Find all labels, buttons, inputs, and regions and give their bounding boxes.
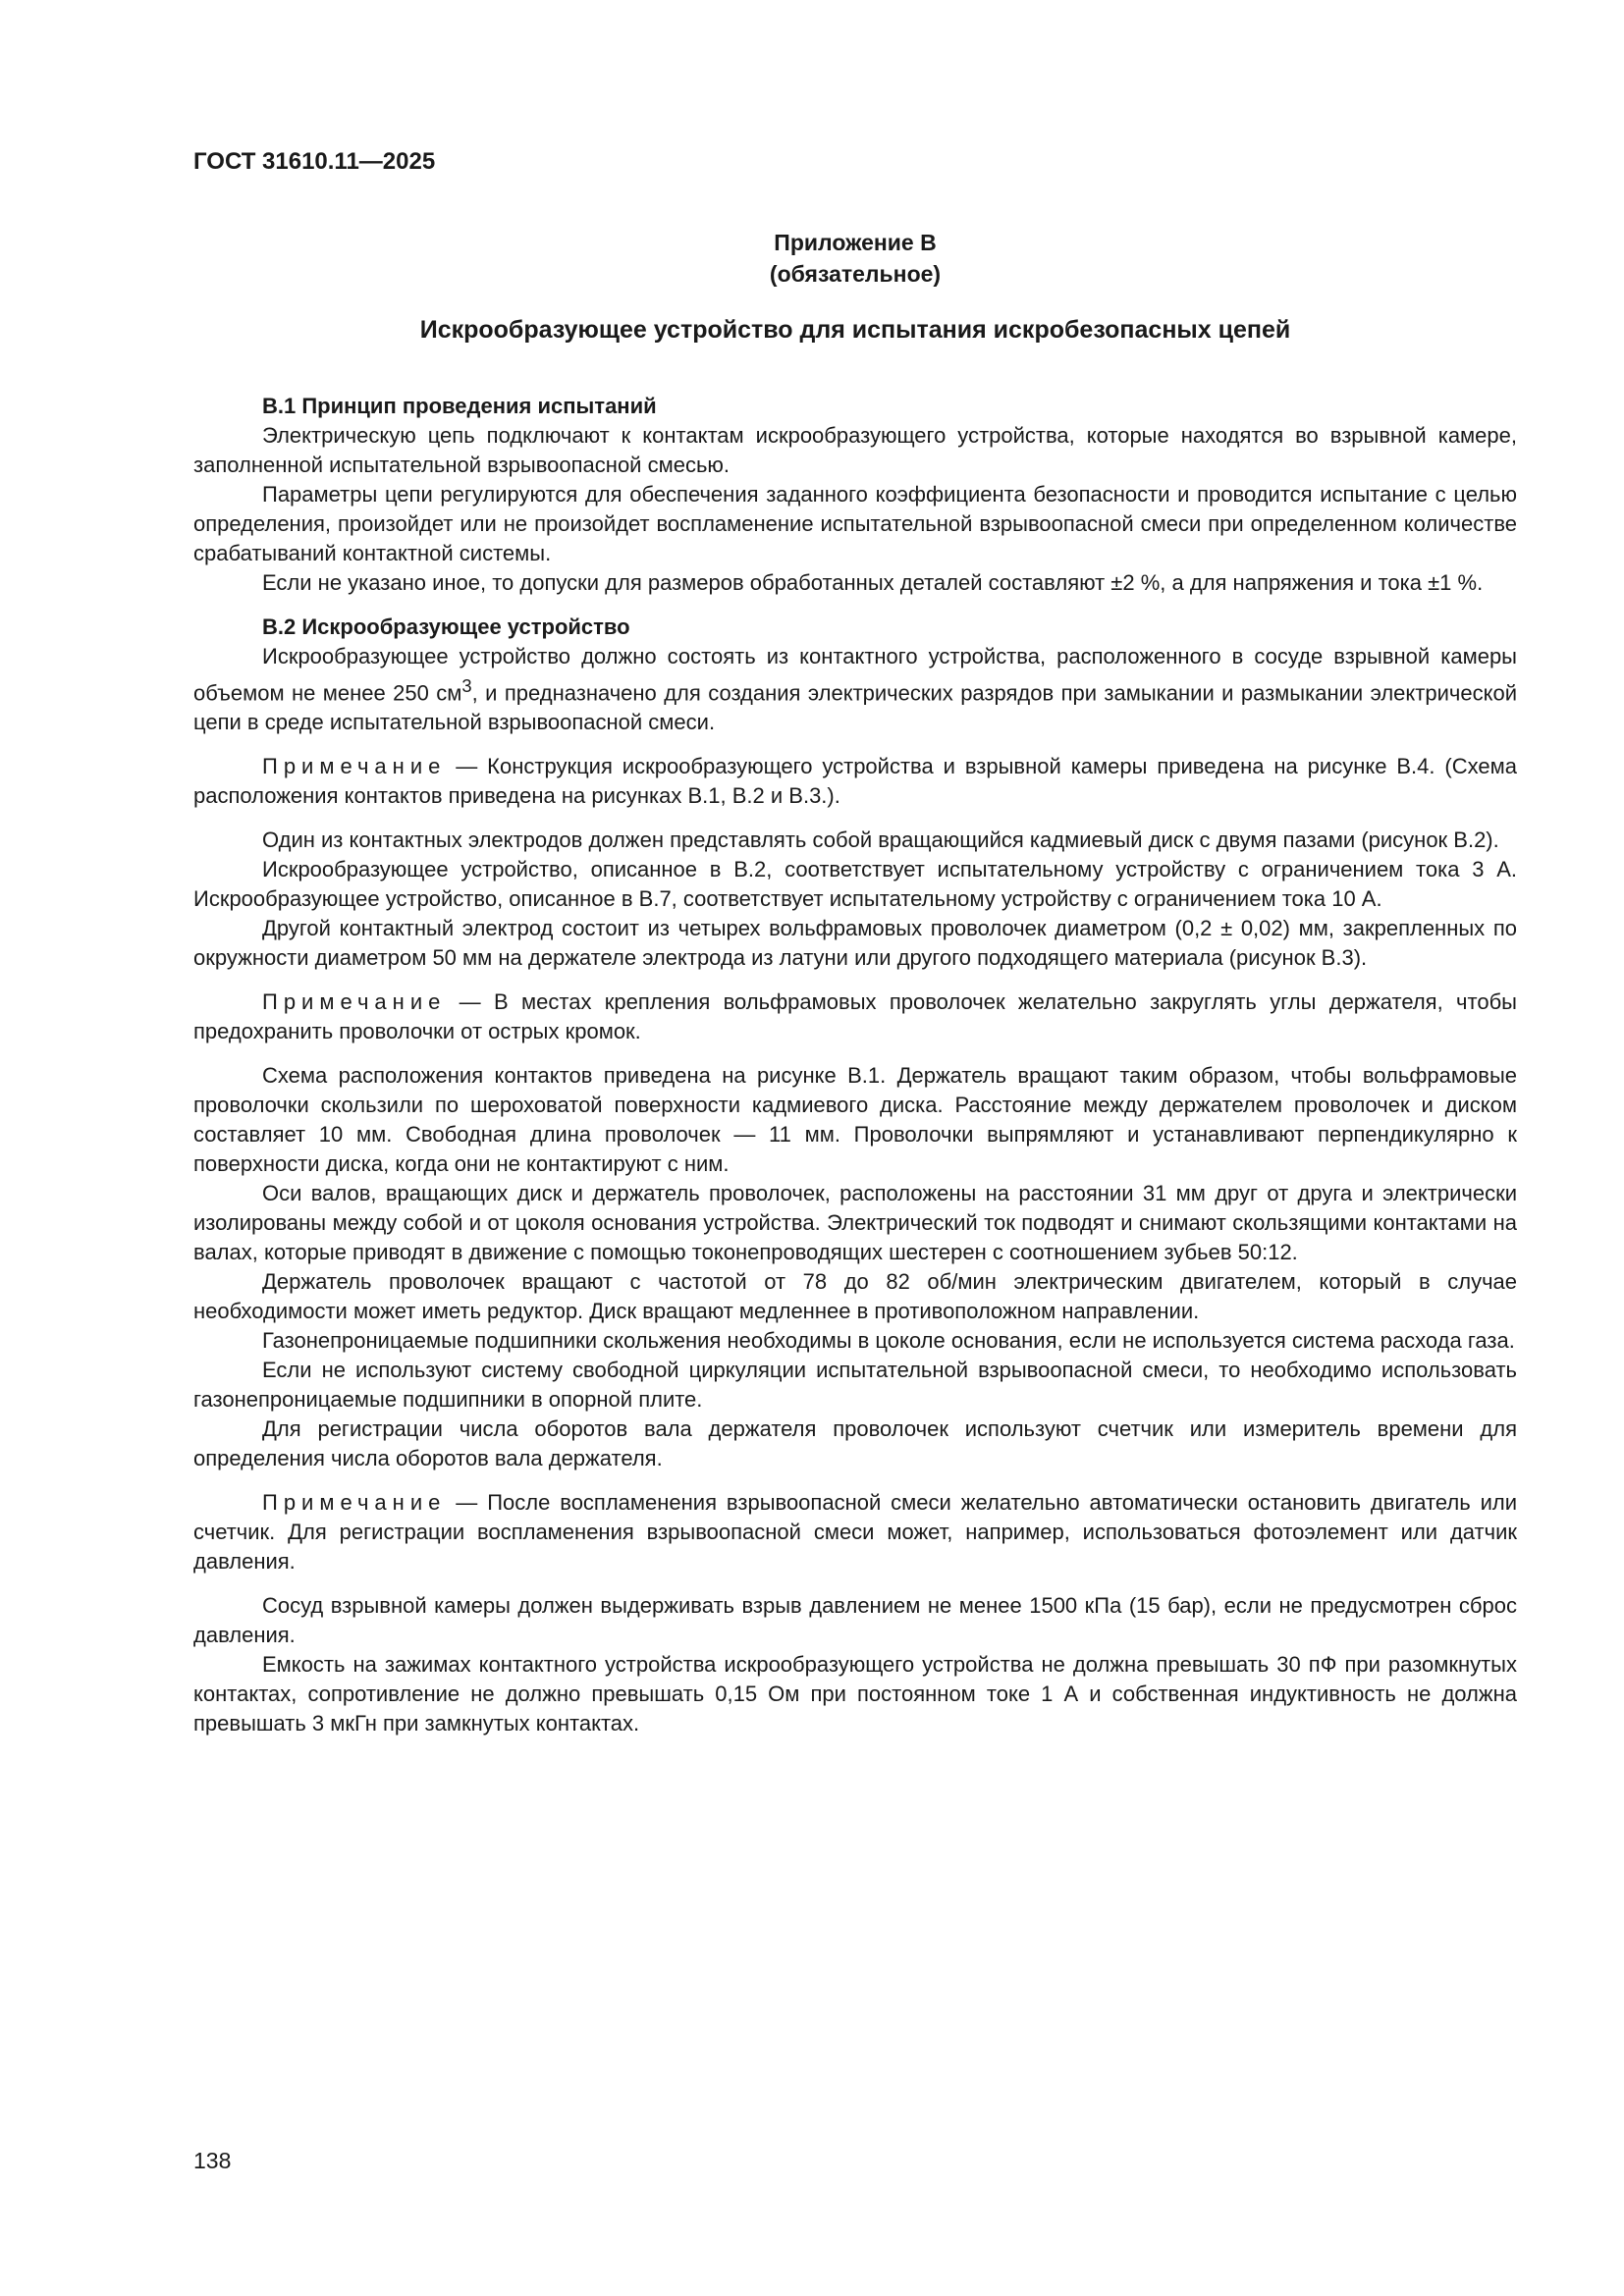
annex-title: Искрообразующее устройство для испытания искробезопасных цепей: [419, 316, 1291, 344]
note: [193, 752, 1517, 811]
section-heading-b2: В.2 Искрообразующее устройство: [262, 614, 630, 639]
note: [193, 1488, 1517, 1576]
paragraph: Оси валов, вращающих диск и держатель проволочек, расположены на расстоянии 31 мм друг от друга и электрически изолированы между собой и от цоколя основания устройства. Электрический ток подводят и снимают скользящими контактами на валах, которые приводят в движение с помощью токонепроводящих шестерен с соотношением зубьев 50:12.: [193, 1181, 1517, 1265]
superscript: 3: [461, 675, 472, 696]
paragraph: Сосуд взрывной камеры должен выдерживать взрыв давлением не менее 1500 кПа (15 бар), если не предусмотрен сброс давления.: [193, 1593, 1517, 1648]
note-label: Примечание: [262, 754, 447, 779]
document-code: ГОСТ 31610.11—2025: [193, 148, 436, 175]
note-label: Примечание: [262, 989, 447, 1015]
note-text: — Конструкция искрообразующего устройства и взрывной камеры приведена на рисунке В.4. (Схема расположения контактов приведена на рисунках В.1, В.2 и В.3.).: [193, 754, 1517, 809]
paragraph: Емкость на зажимах контактного устройства искрообразующего устройства не должна превышать 30 пФ при разомкнутых контактах, сопротивление не должно превышать 0,15 Ом при постоянном токе 1 А и собственная индуктивность не должна превышать 3 мкГн при замкнутых контактах.: [193, 1652, 1517, 1736]
note-text: — После воспламенения взрывоопасной смеси желательно автоматически остановить двигатель или счетчик. Для регистрации воспламенения взрывоопасной смеси может, например, использоваться фотоэлемент или датчик давления.: [193, 1490, 1517, 1575]
paragraph: Держатель проволочек вращают с частотой от 78 до 82 об/мин электрическим двигателем, который в случае необходимости может иметь редуктор. Диск вращают медленнее в противоположном направлении.: [193, 1269, 1517, 1324]
note-label: Примечание: [262, 1490, 447, 1516]
paragraph: Если не указано иное, то допуски для размеров обработанных деталей составляют ±2 %, а для напряжения и тока ±1 %.: [262, 570, 1484, 595]
annex-status: (обязательное): [769, 261, 942, 287]
document-body: [193, 392, 1517, 1738]
page-number: 138: [193, 2148, 232, 2173]
paragraph: Один из контактных электродов должен представлять собой вращающийся кадмиевый диск с двумя пазами (рисунок В.2).: [262, 828, 1499, 853]
paragraph: Искрообразующее устройство, описанное в В.2, соответствует испытательному устройству с ограничением тока 3 А. Искрообразующее устройство, описанное в В.7, соответствует испытательному устройству с ограничением тока 10 А.: [193, 857, 1517, 912]
paragraph: Если не используют систему свободной циркуляции испытательной взрывоопасной смеси, то необходимо использовать газонепроницаемые подшипники в опорной плите.: [193, 1358, 1517, 1413]
note-text: — В местах крепления вольфрамовых проволочек желательно закруглять углы держателя, чтобы предохранить проволочки от острых кромок.: [193, 989, 1517, 1044]
paragraph: Искрообразующее устройство должно состоять из контактного устройства, расположенного в сосуде взрывной камеры объемом не менее 250 $см^3$, и предназначено для создания электрических разрядов при замыкании и размыкании электрической цепи в среде испытательной взрывоопасной смеси.: [193, 644, 1517, 735]
paragraph: Электрическую цепь подключают к контактам искрообразующего устройства, которые находятся во взрывной камере, заполненной испытательной взрывоопасной смесью.: [193, 423, 1517, 477]
annex-heading: [193, 227, 1517, 290]
paragraph: Для регистрации числа оборотов вала держателя проволочек используют счетчик или измеритель времени для определения числа оборотов вала держателя.: [193, 1416, 1517, 1471]
note: [193, 988, 1517, 1046]
paragraph: Газонепроницаемые подшипники скольжения необходимы в цоколе основания, если не используется система расхода газа.: [262, 1328, 1515, 1354]
paragraph: Схема расположения контактов приведена на рисунке В.1. Держатель вращают таким образом, чтобы вольфрамовые проволочки скользили по шероховатой поверхности кадмиевого диска. Расстояние между держателем проволочек и диском составляет 10 мм. Свободная длина проволочек — 11 мм. Проволочки выпрямляют и устанавливают перпендикулярно к поверхности диска, когда они не контактируют с ним.: [193, 1063, 1517, 1177]
paragraph: Параметры цепи регулируются для обеспечения заданного коэффициента безопасности и проводится испытание с целью определения, произойдет или не произойдет воспламенение испытательной взрывоопасной смеси при определенном количестве срабатываний контактной системы.: [193, 482, 1517, 565]
paragraph: Другой контактный электрод состоит из четырех вольфрамовых проволочек диаметром (0,2 ± 0,02) мм, закрепленных по окружности диаметром 50 мм на держателе электрода из латуни или другого подходящего материала (рисунок В.3).: [193, 916, 1517, 971]
section-heading-b1: В.1 Принцип проведения испытаний: [262, 394, 657, 418]
annex-label: Приложение В: [774, 230, 937, 255]
